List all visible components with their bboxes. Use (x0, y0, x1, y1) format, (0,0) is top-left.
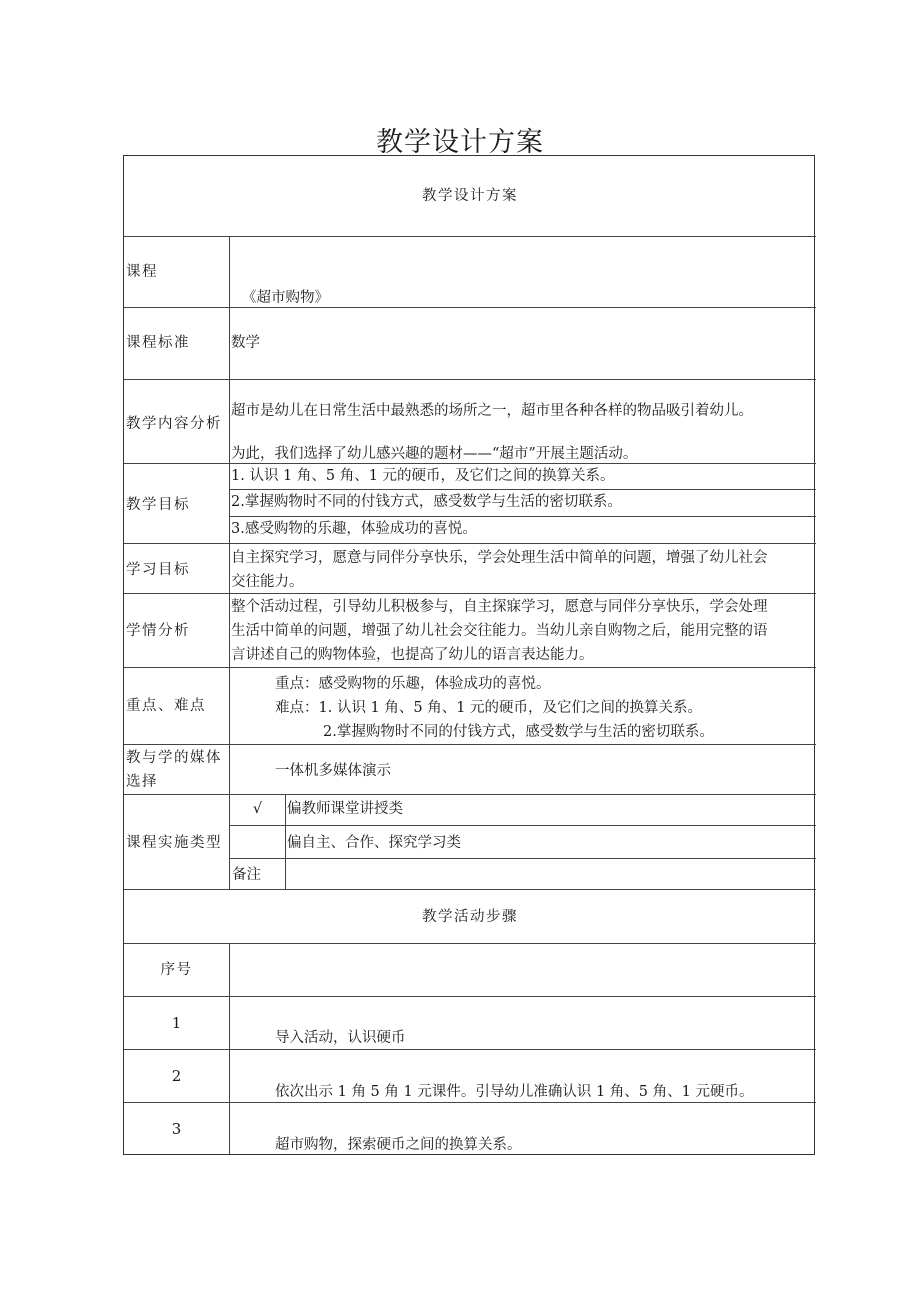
step-text: 依次出示 1 角 5 角 1 元课件。引导幼儿准确认识 1 角、5 角、1 元硬币。 (275, 1084, 754, 1100)
learning-goals-line: 自主探究学习，愿意与同伴分享快乐，学会处理生活中简单的问题，增强了幼儿社会 (231, 550, 768, 566)
teaching-goals-label: 教学目标 (126, 497, 190, 513)
content-analysis-label: 教学内容分析 (126, 416, 222, 432)
standard-value: 数学 (231, 335, 260, 351)
learner-analysis-line: 生活中简单的问题，增强了幼儿社会交往能力。当幼儿亲自购物之后，能用完整的语 (231, 623, 768, 639)
content-analysis-line: 为此，我们选择了幼儿感兴趣的题材——“超市”开展主题活动。 (231, 446, 638, 462)
remark-label: 备注 (232, 867, 261, 883)
step-number: 2 (171, 1067, 182, 1085)
learning-goals-label: 学习目标 (126, 562, 190, 578)
check-mark-icon: √ (252, 801, 263, 817)
media-label: 教与学的媒体 (126, 750, 222, 766)
step-number: 1 (171, 1014, 182, 1032)
impl-option-self: 偏自主、合作、探究学习类 (287, 835, 461, 851)
lesson-plan-table (123, 155, 815, 1155)
teaching-goal-item: 3.感受购物的乐趣，体验成功的喜悦。 (231, 521, 477, 537)
key-point-line: 2.掌握购物时不同的付钱方式，感受数学与生活的密切联系。 (323, 724, 714, 740)
step-text: 超市购物，探索硬币之间的换算关系。 (275, 1137, 522, 1153)
learner-analysis-line: 整个活动过程，引导幼儿积极参与，自主探寐学习，愿意与同伴分享快乐，学会处理 (231, 599, 768, 615)
key-points-label: 重点、难点 (126, 698, 206, 714)
teaching-goal-item: 1. 认识 1 角、5 角、1 元的硬币，及它们之间的换算关系。 (231, 468, 615, 484)
steps-header: 教学活动步骤 (422, 909, 518, 925)
steps-col-label: 序号 (160, 962, 193, 978)
key-point-line: 难点：1. 认识 1 角、5 角、1 元的硬币，及它们之间的换算关系。 (275, 700, 703, 716)
media-value: 一体机多媒体演示 (275, 763, 391, 779)
learner-analysis-label: 学情分析 (126, 623, 190, 639)
course-value: 《超市购物》 (242, 290, 329, 306)
impl-option-teacher: 偏教师课堂讲授类 (287, 801, 403, 817)
table-header: 教学设计方案 (422, 188, 518, 204)
standard-label: 课程标准 (126, 335, 190, 351)
learning-goals-line: 交往能力。 (231, 574, 304, 590)
key-point-line: 重点：感受购物的乐趣，体验成功的喜悦。 (275, 676, 551, 692)
impl-type-label: 课程实施类型 (126, 835, 222, 851)
teaching-goal-item: 2.掌握购物时不同的付钱方式，感受数学与生活的密切联系。 (231, 494, 622, 510)
media-label: 选择 (126, 774, 158, 790)
page-title: 教学设计方案 (376, 127, 544, 158)
step-text: 导入活动，认识硬币 (275, 1030, 406, 1046)
content-analysis-line: 超市是幼儿在日常生活中最熟悉的场所之一，超市里各种各样的物品吸引着幼儿。 (231, 403, 753, 419)
course-label: 课程 (126, 264, 158, 280)
step-number: 3 (171, 1120, 182, 1138)
learner-analysis-line: 言讲述自己的购物体验，也提高了幼儿的语言表达能力。 (231, 647, 594, 663)
